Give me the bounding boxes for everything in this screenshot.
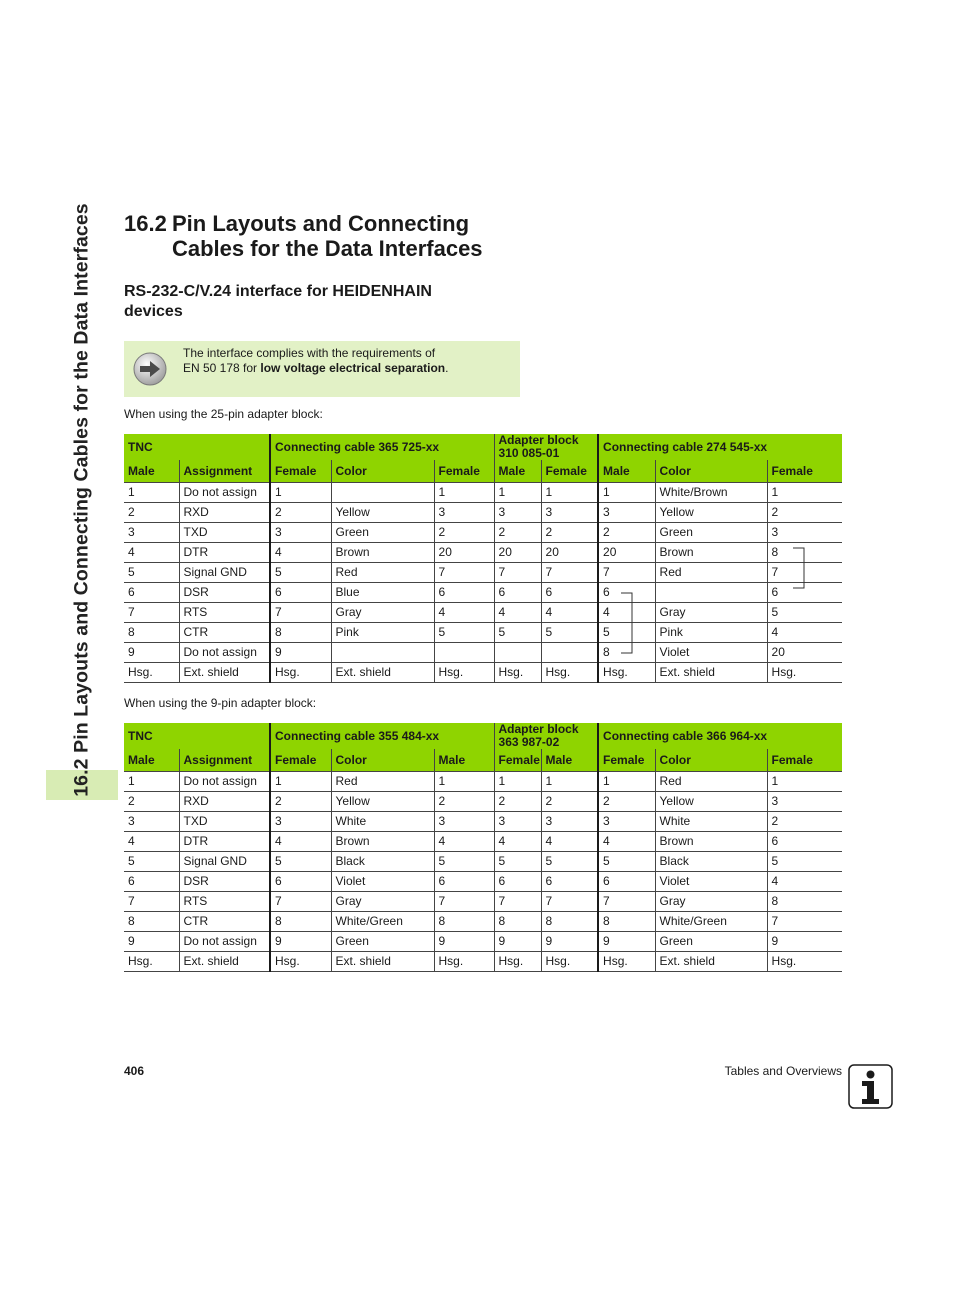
pin-table-9 [124,723,842,972]
table-cell: 7 [767,912,842,932]
table-group-header: Adapter block 363 987-02 [494,723,598,749]
note-line2-suffix: . [445,360,449,375]
table-cell: 20 [541,543,598,563]
table-row [124,543,842,563]
table-cell: Hsg. [434,663,494,683]
table-cell: 1 [767,483,842,503]
table-cell: 3 [598,812,655,832]
table-cell: 5 [434,852,494,872]
table-cell: 3 [767,792,842,812]
table-row [124,932,842,952]
table-column-header: Female [767,460,842,483]
table-cell: CTR [179,912,270,932]
table-cell: Red [655,563,767,583]
table-cell: 7 [270,603,331,623]
table-cell: 3 [767,523,842,543]
table-cell: 7 [541,892,598,912]
table-cell: Brown [331,543,434,563]
subsection-title: RS-232-C/V.24 interface for HEIDENHAIN devices [124,283,432,320]
table-cell: 4 [767,623,842,643]
note-line2-bold: low voltage electrical separation [260,360,446,375]
table-row [124,643,842,663]
table-row [124,583,842,603]
table-group-header: TNC [124,434,270,460]
table-row [124,912,842,932]
table-cell [434,643,494,663]
table25-caption: When using the 25-pin adapter block: [124,407,323,421]
table-cell: 20 [434,543,494,563]
table-cell: 5 [124,852,179,872]
table-cell: Gray [655,892,767,912]
table-cell: Green [655,932,767,952]
table-cell: DTR [179,543,270,563]
table-column-header: Color [655,749,767,772]
table-group-header: Connecting cable 365 725-xx [270,434,494,460]
table-cell: White/Brown [655,483,767,503]
table-cell: Brown [655,543,767,563]
table-cell: 2 [124,792,179,812]
table-cell: Do not assign [179,772,270,792]
table-cell: 4 [541,832,598,852]
table-cell: CTR [179,623,270,643]
side-tab-label: 16.2 Pin Layouts and Connecting Cables for the Data Interfaces [70,203,93,797]
table-cell: DSR [179,583,270,603]
table-column-header: Assignment [179,749,270,772]
table-cell: 2 [767,503,842,523]
table-cell: 3 [434,812,494,832]
table-cell: 2 [541,523,598,543]
table-column-header: Female [494,749,541,772]
note-text [183,346,503,375]
table-cell: 1 [494,483,541,503]
table-cell: 4 [598,832,655,852]
table-cell: 9 [767,932,842,952]
table-cell: 1 [270,483,331,503]
table-cell: 3 [541,503,598,523]
table-cell: Do not assign [179,643,270,663]
table-group-header: TNC [124,723,270,749]
table-cell: 6 [434,583,494,603]
table-cell: Green [655,523,767,543]
table-column-header: Female [541,460,598,483]
table-cell: 9 [434,932,494,952]
table-cell: 1 [767,772,842,792]
table-cell [655,583,767,603]
table-cell: Black [331,852,434,872]
table-cell: 9 [124,643,179,663]
table-cell: Yellow [331,503,434,523]
table-row [124,852,842,872]
table-cell [331,483,434,503]
table-cell: Signal GND [179,852,270,872]
table-cell: Pink [655,623,767,643]
table-cell: White [655,812,767,832]
table-cell: 9 [598,932,655,952]
table-cell: Violet [655,643,767,663]
table-cell: Hsg. [124,952,179,972]
table-cell: 5 [270,563,331,583]
table-group-header: Connecting cable 366 964-xx [598,723,842,749]
table-group-header: Connecting cable 274 545-xx [598,434,842,460]
table-cell: Hsg. [124,663,179,683]
table-cell: Ext. shield [655,663,767,683]
table-cell: 8 [434,912,494,932]
table-cell: 3 [598,503,655,523]
table-cell: Blue [331,583,434,603]
table-row [124,812,842,832]
table-cell: Hsg. [270,952,331,972]
table-cell: Ext. shield [179,952,270,972]
table-cell: 5 [598,623,655,643]
table-cell: 6 [494,872,541,892]
table-cell: 7 [434,892,494,912]
table-cell: TXD [179,812,270,832]
note-line2-prefix: EN 50 178 for [183,360,261,375]
table-cell: 7 [494,892,541,912]
table9-caption: When using the 9-pin adapter block: [124,696,317,710]
table-cell: RTS [179,892,270,912]
table-cell: Gray [655,603,767,623]
table-cell: 2 [541,792,598,812]
table-cell: 4 [270,832,331,852]
table-cell: 6 [767,583,842,603]
table-cell: Hsg. [767,663,842,683]
table-cell: Red [331,563,434,583]
table-cell: 4 [541,603,598,623]
table-cell: 5 [124,563,179,583]
table-cell: 4 [434,603,494,623]
arrow-right-icon [133,352,167,386]
table-cell: 8 [124,623,179,643]
table-cell: 20 [598,543,655,563]
table-cell: 1 [598,772,655,792]
table-cell: 5 [541,852,598,872]
table-column-header: Assignment [179,460,270,483]
chapter-name: Tables and Overviews [724,1064,842,1078]
table-cell: 5 [598,852,655,872]
page-number: 406 [124,1064,145,1078]
table-cell: DTR [179,832,270,852]
table-column-header: Male [434,749,494,772]
table-cell: 7 [598,892,655,912]
table-row [124,623,842,643]
table-row [124,892,842,912]
table-cell: Signal GND [179,563,270,583]
table-cell: 8 [541,912,598,932]
table-row [124,483,842,503]
table-cell: 20 [767,643,842,663]
table-cell: Black [655,852,767,872]
table-column-header: Female [270,749,331,772]
table-cell: 8 [494,912,541,932]
table-cell: 3 [124,523,179,543]
pin-table-25 [124,434,842,683]
table-column-header: Male [598,460,655,483]
table-cell: Violet [331,872,434,892]
table-cell: 4 [494,832,541,852]
table-cell [331,643,434,663]
table-row [124,832,842,852]
table-cell: 2 [767,812,842,832]
table-cell: Brown [331,832,434,852]
table-cell: 8 [767,892,842,912]
table-cell: 7 [598,563,655,583]
table-cell: Green [331,932,434,952]
table-cell: 1 [541,772,598,792]
table-cell: Hsg. [494,952,541,972]
table-cell: Gray [331,603,434,623]
table-cell: 3 [434,503,494,523]
table-cell: Brown [655,832,767,852]
table-cell: 6 [434,872,494,892]
table-cell: 1 [270,772,331,792]
table-cell: Pink [331,623,434,643]
table-cell: 6 [598,872,655,892]
table-cell: 7 [541,563,598,583]
table-cell: 6 [124,872,179,892]
note-line1: The interface complies with the requirements of [183,346,436,360]
table-cell: White/Green [331,912,434,932]
table-cell: 5 [494,852,541,872]
table-cell: Yellow [655,503,767,523]
section-title-line1: Pin Layouts and Connecting [172,211,470,236]
table-cell: 2 [598,792,655,812]
table-cell: 2 [434,523,494,543]
table-cell: 8 [598,912,655,932]
table-cell: 6 [494,583,541,603]
table-cell: Ext. shield [331,952,434,972]
table-column-header: Female [598,749,655,772]
table-cell: Hsg. [598,952,655,972]
table-cell: Gray [331,892,434,912]
table-row [124,872,842,892]
table-cell: 3 [124,812,179,832]
table-cell: 6 [270,583,331,603]
table-cell: 5 [767,603,842,623]
section-title [124,211,483,261]
table-cell: 7 [494,563,541,583]
table-column-header: Female [767,749,842,772]
table-cell: RXD [179,503,270,523]
table-cell: 7 [434,563,494,583]
table-cell: 8 [767,543,842,563]
table-cell: 7 [124,892,179,912]
table-cell: 3 [494,812,541,832]
table-row [124,603,842,623]
table-cell: Hsg. [767,952,842,972]
table-cell: 1 [434,483,494,503]
table-cell: 2 [124,503,179,523]
table-cell: 9 [270,643,331,663]
table-cell: Yellow [655,792,767,812]
table-cell: 3 [494,503,541,523]
table-cell: 8 [270,623,331,643]
table-cell: Yellow [331,792,434,812]
table-cell: 1 [124,483,179,503]
table-row [124,952,842,972]
table-cell: 6 [598,583,655,603]
table-column-header: Color [655,460,767,483]
table-cell: 7 [270,892,331,912]
table-cell: 9 [541,932,598,952]
table-cell: 8 [270,912,331,932]
table-cell: 5 [494,623,541,643]
table-column-header: Male [124,460,179,483]
table-row [124,772,842,792]
table-cell: Do not assign [179,932,270,952]
side-tab [46,190,118,810]
table-cell: Hsg. [270,663,331,683]
table-cell: Red [331,772,434,792]
table-cell: Do not assign [179,483,270,503]
table-cell: 1 [494,772,541,792]
table-cell: 5 [767,852,842,872]
table-row [124,503,842,523]
table-cell [494,643,541,663]
table-cell: Hsg. [598,663,655,683]
table-cell: 2 [434,792,494,812]
table-cell: 5 [541,623,598,643]
table-cell: 2 [598,523,655,543]
table-cell: 3 [270,523,331,543]
table-cell: 4 [434,832,494,852]
table-cell: White/Green [655,912,767,932]
table-column-header: Female [434,460,494,483]
table-cell: 1 [598,483,655,503]
table-cell: Hsg. [494,663,541,683]
table-row [124,523,842,543]
table-column-header: Male [541,749,598,772]
table-cell: White [331,812,434,832]
table-cell: 3 [541,812,598,832]
table-cell: 2 [270,792,331,812]
table-cell: 4 [767,872,842,892]
table-cell: 1 [124,772,179,792]
table-cell: Hsg. [541,952,598,972]
table-cell: 6 [124,583,179,603]
table-cell: 9 [270,932,331,952]
table-row [124,563,842,583]
table-cell: 6 [270,872,331,892]
table-cell: 2 [494,523,541,543]
table-column-header: Male [124,749,179,772]
table-cell: Violet [655,872,767,892]
table-cell: 4 [124,832,179,852]
table-cell: RXD [179,792,270,812]
table-cell: 8 [124,912,179,932]
table-cell [541,643,598,663]
table-cell: 8 [598,643,655,663]
section-number: 16.2 [124,211,167,236]
table-cell: DSR [179,872,270,892]
info-icon [848,1064,893,1109]
table-cell: 5 [270,852,331,872]
table-cell: 2 [494,792,541,812]
table-cell: 7 [124,603,179,623]
table-row [124,663,842,683]
table-column-header: Color [331,460,434,483]
table-cell: 4 [598,603,655,623]
note-box [124,341,520,397]
table-cell: 5 [434,623,494,643]
table-cell: 4 [124,543,179,563]
table-cell: Ext. shield [331,663,434,683]
table-cell: 1 [434,772,494,792]
table-cell: 4 [494,603,541,623]
table-row [124,792,842,812]
table-cell: 9 [494,932,541,952]
table-cell: 2 [270,503,331,523]
table-cell: 6 [767,832,842,852]
table-cell: Ext. shield [655,952,767,972]
table-cell: 20 [494,543,541,563]
table-cell: Hsg. [434,952,494,972]
table-column-header: Color [331,749,434,772]
table-cell: RTS [179,603,270,623]
table-cell: TXD [179,523,270,543]
table-group-header: Connecting cable 355 484-xx [270,723,494,749]
table-cell: Ext. shield [179,663,270,683]
table-column-header: Female [270,460,331,483]
table-cell: 4 [270,543,331,563]
table-group-header: Adapter block 310 085-01 [494,434,598,460]
table-cell: 6 [541,872,598,892]
table-cell: Hsg. [541,663,598,683]
table-cell: 6 [541,583,598,603]
table-cell: 3 [270,812,331,832]
table-cell: Red [655,772,767,792]
section-title-line2: Cables for the Data Interfaces [172,236,483,261]
table-cell: 9 [124,932,179,952]
table-cell: Green [331,523,434,543]
table-cell: 7 [767,563,842,583]
table-column-header: Male [494,460,541,483]
table-cell: 1 [541,483,598,503]
